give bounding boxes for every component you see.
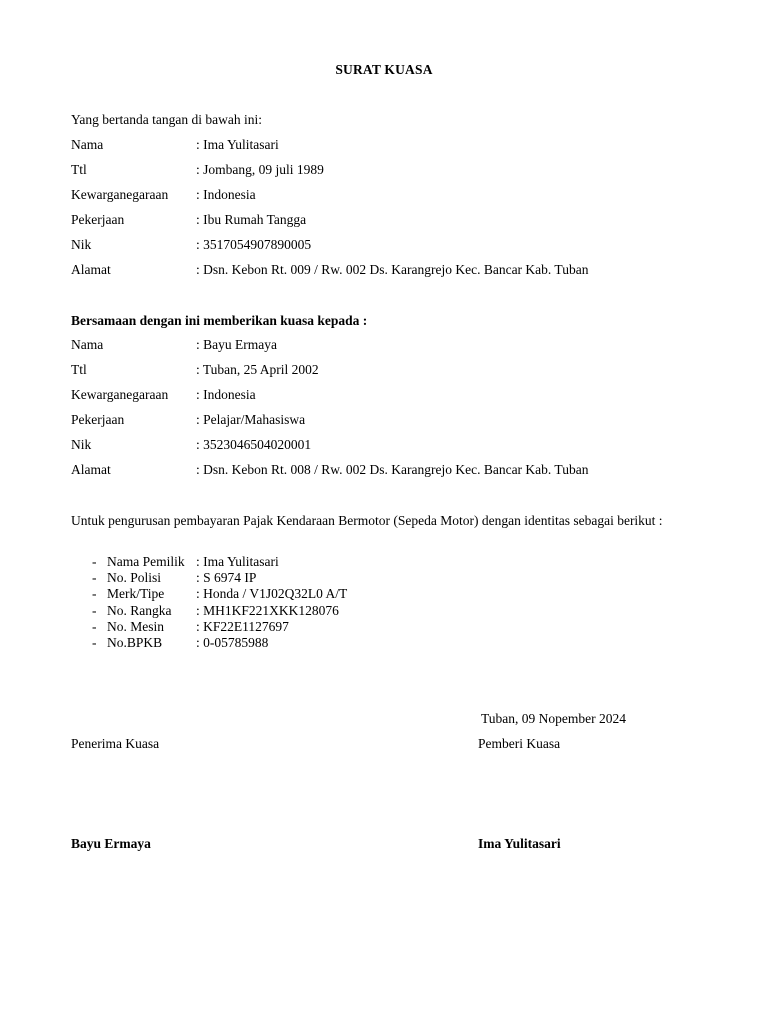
item-label: No. Polisi — [107, 570, 162, 585]
list-bullet: - — [92, 635, 97, 650]
field-label: Kewarganegaraan — [71, 187, 169, 202]
item-value: : KF22E1127697 — [196, 619, 289, 634]
recipient-name: Bayu Ermaya — [71, 836, 151, 851]
field-value: : 3523046504020001 — [196, 437, 312, 452]
item-value: : Ima Yulitasari — [196, 554, 279, 569]
item-value: : Honda / V1J02Q32L0 A/T — [196, 586, 348, 601]
field-value: : Tuban, 25 April 2002 — [196, 362, 319, 377]
field-value: : Dsn. Kebon Rt. 008 / Rw. 002 Ds. Karangrejo Kec. Bancar Kab. Tuban — [196, 462, 589, 477]
item-label: No. Mesin — [107, 619, 164, 634]
field-value: : Ibu Rumah Tangga — [196, 212, 307, 227]
field-value: : Jombang, 09 juli 1989 — [196, 162, 324, 177]
list-bullet: - — [92, 619, 97, 634]
item-value: : MH1KF221XKK128076 — [196, 603, 339, 618]
field-value: : Indonesia — [196, 387, 256, 402]
item-label: Merk/Tipe — [107, 586, 165, 601]
list-bullet: - — [92, 570, 97, 585]
field-value: : Pelajar/Mahasiswa — [196, 412, 306, 427]
field-value: : Ima Yulitasari — [196, 137, 279, 152]
intro-text: Yang bertanda tangan di bawah ini: — [71, 112, 262, 127]
field-label: Nik — [71, 437, 92, 452]
purpose-paragraph: Untuk pengurusan pembayaran Pajak Kendaraan Bermotor (Sepeda Motor) dengan identitas sebagai berikut : — [71, 513, 663, 528]
field-value: : 3517054907890005 — [196, 237, 312, 252]
item-label: No. Rangka — [107, 603, 172, 618]
field-label: Pekerjaan — [71, 412, 125, 427]
item-value: : S 6974 IP — [196, 570, 257, 585]
item-label: No.BPKB — [107, 635, 163, 650]
list-bullet: - — [92, 554, 97, 569]
field-label: Alamat — [71, 462, 111, 477]
field-label: Ttl — [71, 362, 87, 377]
item-label: Nama Pemilik — [107, 554, 185, 569]
recipient-label: Penerima Kuasa — [71, 736, 160, 751]
field-value: : Indonesia — [196, 187, 256, 202]
item-value: : 0-05785988 — [196, 635, 269, 650]
document-title: SURAT KUASA — [335, 62, 433, 77]
place-date: Tuban, 09 Nopember 2024 — [481, 711, 626, 726]
field-label: Ttl — [71, 162, 87, 177]
field-label: Alamat — [71, 262, 111, 277]
field-label: Nama — [71, 137, 104, 152]
field-label: Kewarganegaraan — [71, 387, 169, 402]
field-label: Nama — [71, 337, 104, 352]
list-bullet: - — [92, 603, 97, 618]
field-label: Nik — [71, 237, 92, 252]
field-label: Pekerjaan — [71, 212, 125, 227]
grant-heading: Bersamaan dengan ini memberikan kuasa kepada : — [71, 313, 368, 328]
giver-name: Ima Yulitasari — [478, 836, 561, 851]
field-value: : Dsn. Kebon Rt. 009 / Rw. 002 Ds. Karangrejo Kec. Bancar Kab. Tuban — [196, 262, 589, 277]
giver-label: Pemberi Kuasa — [478, 736, 561, 751]
field-value: : Bayu Ermaya — [196, 337, 277, 352]
list-bullet: - — [92, 586, 97, 601]
